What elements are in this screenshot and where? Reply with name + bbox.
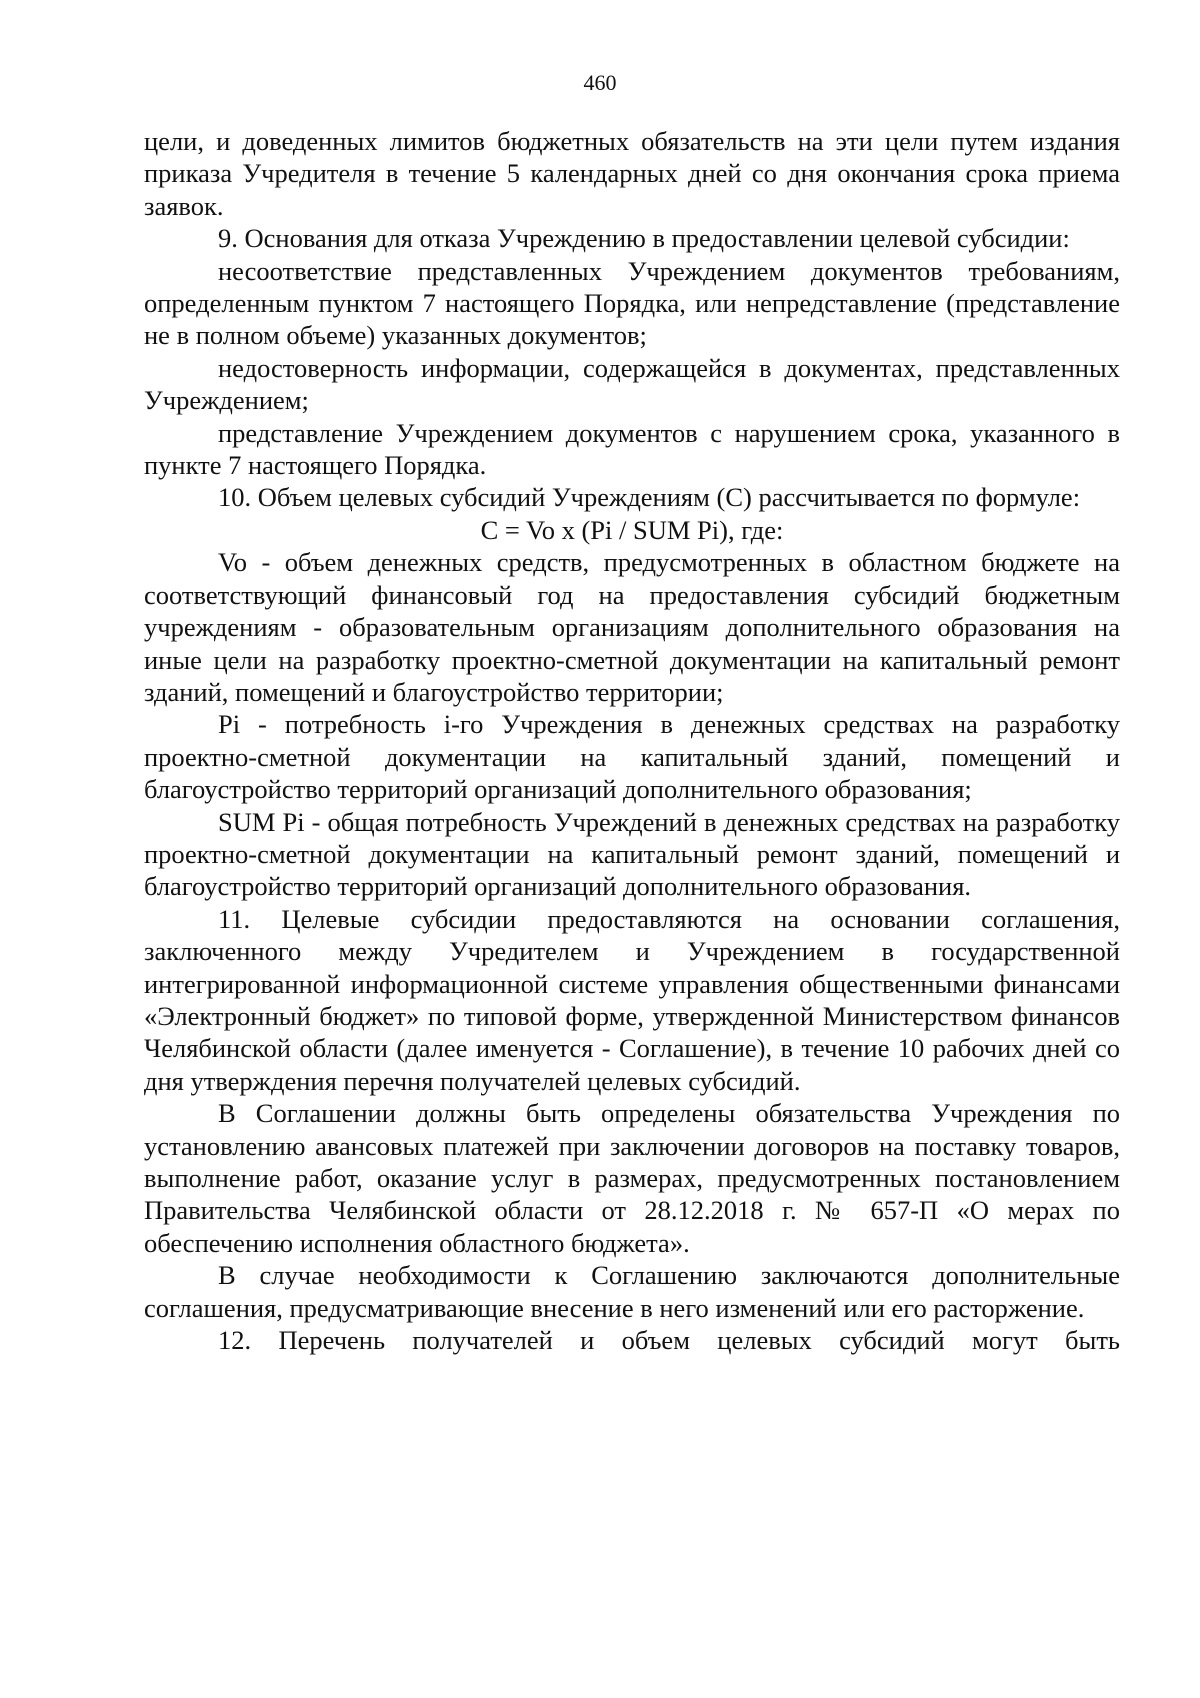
- paragraph-item-9: 9. Основания для отказа Учреждению в предоставлении целевой субсидии:: [218, 223, 1070, 254]
- paragraph-agreement-obligations: В Соглашении должны быть определены обязательства Учреждения по установлению авансовых платежей при заключении договоров на поставку товаров, выполнение работ, оказание услуг в размерах, предусмотренных постановлением Правительства Челябинской области от 28.12.2018 г. № 657-П «О мерах по обеспечению исполнения областного бюджета».: [144, 1098, 1120, 1258]
- paragraph-item-10: 10. Объем целевых субсидий Учреждениям (С) рассчитывается по формуле:: [218, 482, 1081, 513]
- paragraph-vo-definition: Vo - объем денежных средств, предусмотренных в областном бюджете на соответствующий финансовый год на предоставления субсидий бюджетным учреждениям - образовательным организациям дополнительного образования на иные цели на разработку проектно-сметной документации на капитальный ремонт зданий, помещений и благоустройство территории;: [144, 547, 1120, 707]
- paragraph-item-11: 11. Целевые субсидии предоставляются на основании соглашения, заключенного между Учредителем и Учреждением в государственной интегрированной информационной системе управления общественными финансами «Электронный бюджет» по типовой форме, утвержденной Министерством финансов Челябинской области (далее именуется - Соглашение), в течение 10 рабочих дней со дня утверждения перечня получателей целевых субсидий.: [144, 903, 1120, 1096]
- page-number: 460: [583, 70, 617, 95]
- document-body: [144, 125, 1120, 1356]
- paragraph-refusal-reason-2: недостоверность информации, содержащейся в документах, представленных Учреждением;: [144, 352, 1120, 416]
- paragraph-refusal-reason-1: несоответствие представленных Учреждением документов требованиям, определенным пунктом 7 настоящего Порядка, или непредставление (представление не в полном объеме) указанных документов;: [144, 255, 1120, 351]
- formula: C = Vo x (Pi / SUM Pi), где:: [480, 514, 784, 545]
- paragraph-item-12: 12. Перечень получателей и объем целевых субсидий могут быть: [218, 1325, 1120, 1356]
- paragraph-sum-pi-definition: SUM Pi - общая потребность Учреждений в денежных средствах на разработку проектно-сметной документации на капитальный ремонт зданий, помещений и благоустройство территорий организаций дополнительного образования.: [144, 806, 1120, 902]
- paragraph-pi-definition: Pi - потребность i-го Учреждения в денежных средствах на разработку проектно-сметной документации на капитальный зданий, помещений и благоустройство территорий организаций дополнительного образования;: [144, 709, 1120, 805]
- paragraph-refusal-reason-3: представление Учреждением документов с нарушением срока, указанного в пункте 7 настоящего Порядка.: [144, 417, 1120, 481]
- paragraph-additional-agreements: В случае необходимости к Соглашению заключаются дополнительные соглашения, предусматривающие внесение в него изменений или его расторжение.: [144, 1260, 1120, 1323]
- paragraph-continuation: цели, и доведенных лимитов бюджетных обязательств на эти цели путем издания приказа Учредителя в течение 5 календарных дней со дня окончания срока приема заявок.: [144, 126, 1120, 221]
